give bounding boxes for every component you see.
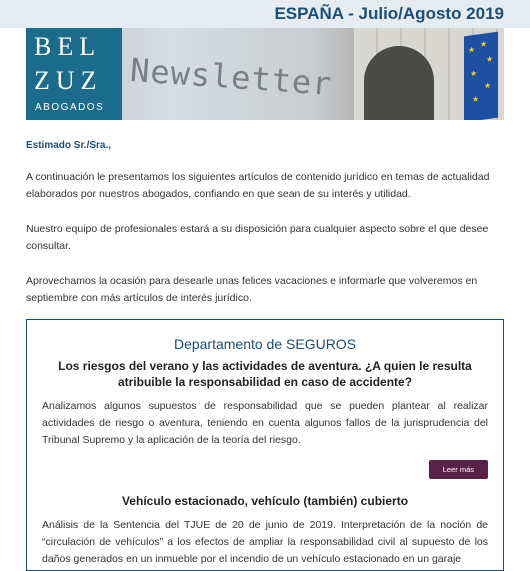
greeting: Estimado Sr./Sra., — [26, 140, 112, 151]
vacation-paragraph: Aprovechamos la ocasión para desearle unas felices vacaciones e informarle que volveremos en septiembre con más artículos de interés jurídico. — [26, 275, 478, 304]
intro-paragraph: A continuación le presentamos los siguientes artículos de contenido jurídico en temas de actualidad elaborados por nuestros abogados, confiando en que sean de su interés y utilidad. — [26, 171, 490, 200]
button-row — [42, 459, 488, 479]
newsletter-content — [0, 140, 530, 571]
logo-line-3: ABOGADOS — [35, 102, 105, 113]
read-more-button[interactable]: Leer más — [429, 460, 488, 479]
building-image — [354, 28, 504, 120]
article-summary: Analizamos algunos supuestos de responsabilidad que se pueden plantear al realizar actividades de riesgo o aventura, teniendo en cuenta algunos fallos de la jurisprudencia del Tribunal Supremo y la aplicación de la teoría del riesgo. — [42, 400, 488, 446]
newsletter-banner — [26, 28, 504, 120]
article-title[interactable]: Vehículo estacionado, vehículo (también) cubierto — [121, 494, 409, 508]
logo-line-1: BEL — [34, 32, 102, 61]
department-box — [26, 319, 504, 571]
edition-title: ESPAÑA - Julio/Agosto 2019 — [274, 4, 504, 23]
article-title[interactable]: Los riesgos del verano y las actividades de aventura. ¿A quien le resulta atribuible la responsabilidad en caso de accidente? — [58, 359, 472, 389]
availability-paragraph: Nuestro equipo de profesionales estará a su disposición para cualquier aspecto sobre el que desee consultar. — [26, 223, 489, 252]
building-arch — [364, 46, 434, 120]
eu-flag-image: ★ ★ ★ ★ ★ ★ — [464, 32, 498, 120]
belzuz-logo — [26, 28, 122, 120]
department-title: Departamento de SEGUROS — [173, 336, 357, 352]
banner-newsletter-word: Newsletter — [128, 50, 334, 104]
top-bar — [0, 0, 530, 28]
article-summary: Análisis de la Sentencia del TJUE de 20 de junio de 2019. Interpretación de la noción de “circulación de vehículos” a los efectos de ampliar la responsabilidad civil al supuesto de los daños generados en un inmueble por el incendio de un vehículo estacionado en un garaje — [42, 519, 488, 565]
logo-line-2: ZUZ — [34, 66, 103, 95]
